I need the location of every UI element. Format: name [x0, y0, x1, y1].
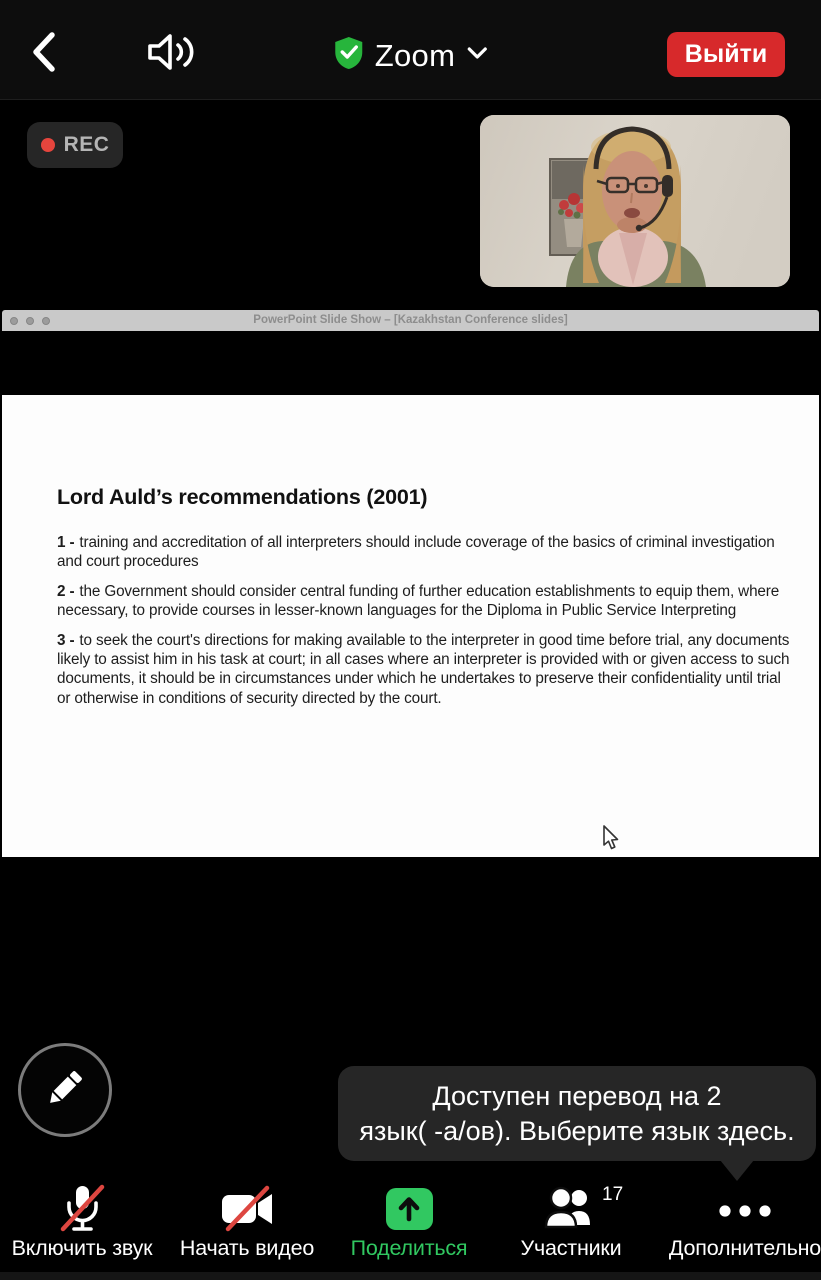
audio-output-button[interactable] [143, 29, 199, 75]
rec-label: REC [63, 133, 110, 156]
more-button[interactable] [645, 1184, 821, 1261]
slide-point-3: 3 - to seek the court's directions for making available to the interpreter in good time before trial, any documents likely to assist him in his task at court; in all cases where an interpreter is provided with or given access to such documents, it should be in circumstances under which he undertakes to preserve their confidentiality until trial or otherwise in conditions of security directed by the court. [57, 631, 790, 707]
participants-icon [471, 1184, 671, 1234]
ppt-slide [2, 395, 819, 857]
tooltip-line-2: язык( -а/ов). Выберите язык здесь. [359, 1116, 795, 1146]
top-bar [0, 0, 821, 100]
rec-dot [41, 138, 55, 152]
recording-badge [27, 122, 123, 168]
home-indicator-strip [0, 1272, 821, 1280]
annotate-pencil-icon [42, 1065, 88, 1116]
participants-button[interactable] [471, 1184, 671, 1261]
tooltip-tail [720, 1160, 754, 1181]
participant-video-art [480, 274, 790, 287]
share-label: Поделиться [350, 1236, 468, 1260]
leave-button[interactable]: Выйти [667, 32, 785, 77]
chevron-down-icon [466, 46, 488, 65]
ppt-titlebar [2, 310, 819, 331]
slide-point-2: 2 - the Government should consider central funding of further education establishments to equip them, where necessary, to provide courses in lesser-known languages for the Diploma in Public Service Interpreting [57, 582, 780, 620]
more-ellipsis-icon [645, 1184, 821, 1234]
participants-count-badge: 17 [602, 1184, 624, 1205]
shield-check-icon [333, 36, 364, 75]
cursor-pointer-icon [601, 824, 621, 857]
chevron-left-icon [30, 61, 58, 78]
slide-body [57, 533, 792, 718]
more-label: Дополнительно [668, 1236, 821, 1260]
start-video-label: Начать видео [179, 1236, 315, 1260]
shared-screen-window [2, 310, 819, 921]
translation-tooltip[interactable] [338, 1066, 816, 1161]
participants-label: Участники [520, 1236, 622, 1260]
share-up-arrow-icon [386, 1188, 433, 1230]
back-button[interactable] [30, 30, 58, 74]
ppt-window-title: PowerPoint Slide Show – [Kazakhstan Conference slides] [253, 314, 568, 326]
slide-heading: Lord Auld’s recommendations (2001) [57, 485, 428, 509]
tooltip-line-1: Доступен перевод на 2 [432, 1081, 722, 1111]
annotate-button[interactable] [18, 1043, 112, 1137]
participant-video-thumbnail[interactable] [480, 115, 790, 287]
speaker-icon [143, 62, 199, 79]
meeting-title: Zoom [374, 37, 456, 73]
slide-point-1: 1 - training and accreditation of all interpreters should include coverage of the basics of criminal investigation and court procedures [57, 534, 775, 571]
unmute-label: Включить звук [11, 1236, 153, 1260]
meeting-title-dropdown[interactable] [333, 36, 488, 75]
